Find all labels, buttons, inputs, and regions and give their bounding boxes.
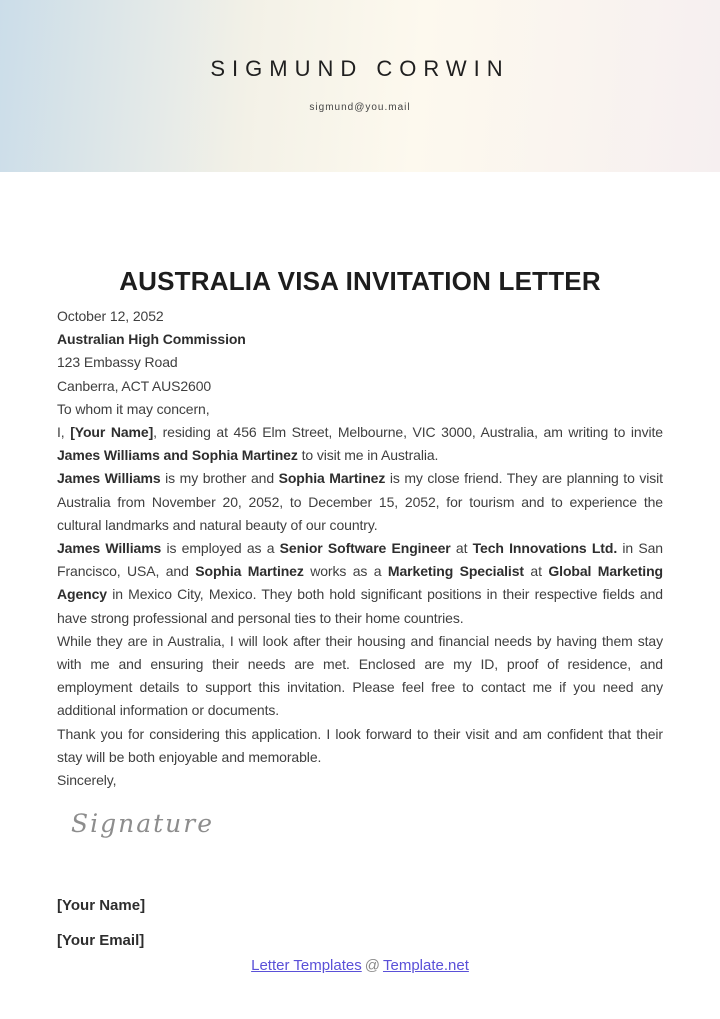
letterhead — [0, 0, 720, 172]
letter-title: AUSTRALIA VISA INVITATION LETTER — [119, 266, 601, 296]
letterhead-email: sigmund@you.mail — [309, 102, 411, 113]
sender-email-placeholder: [Your Email] — [57, 932, 145, 950]
letter-line: Canberra, ACT AUS2600 — [57, 377, 212, 394]
footer-credit — [0, 957, 720, 974]
letter-line: James Williams is employed as a Senior Software Engineer at Tech Innovations Ltd. in San Francisco, USA, and Sophia Martinez works as a Marketing Specialist at Global Marketing Agency in Mexico City, Mexico. They both hold significant positions in their respective fields and have strong professional and personal ties to their home countries. — [57, 540, 663, 626]
letter-line: I, [Your Name], residing at 456 Elm Street, Melbourne, VIC 3000, Australia, am writing to invite James Williams and Sophia Martinez to visit me in Australia. — [57, 424, 663, 464]
template-net-link[interactable]: Template.net — [382, 957, 469, 975]
letter-line: While they are in Australia, I will look after their housing and financial needs by having them stay with me and ensuring their needs are met. Enclosed are my ID, proof of residence, and employment details to support this invitation. Please feel free to contact me if you need any additional information or documents. — [57, 632, 663, 719]
closing: Sincerely, — [57, 772, 117, 789]
letter-line: Thank you for considering this application. I look forward to their visit and am confident that their stay will be both enjoyable and memorable. — [57, 725, 663, 765]
signature-script: Signature — [71, 809, 215, 839]
letter-line: Australian High Commission — [57, 331, 246, 348]
letter-line: James Williams is my brother and Sophia Martinez is my close friend. They are planning to visit Australia from November 20, 2052, to December 15, 2052, for tourism and to experience the cultural landmarks and natural beauty of our country. — [57, 470, 663, 533]
letter-date: October 12, 2052 — [57, 308, 164, 324]
letter-paragraphs — [57, 421, 663, 769]
recipient-address — [57, 328, 663, 398]
letterhead-name: SIGMUND CORWIN — [210, 56, 510, 81]
letter-templates-link[interactable]: Letter Templates — [251, 957, 362, 975]
footer-separator: @ — [364, 957, 380, 975]
sender-name-placeholder: [Your Name] — [57, 897, 146, 915]
letter-content — [0, 172, 720, 949]
salutation: To whom it may concern, — [57, 400, 210, 417]
letter-line: 123 Embassy Road — [57, 354, 178, 371]
letter-body — [57, 305, 663, 792]
